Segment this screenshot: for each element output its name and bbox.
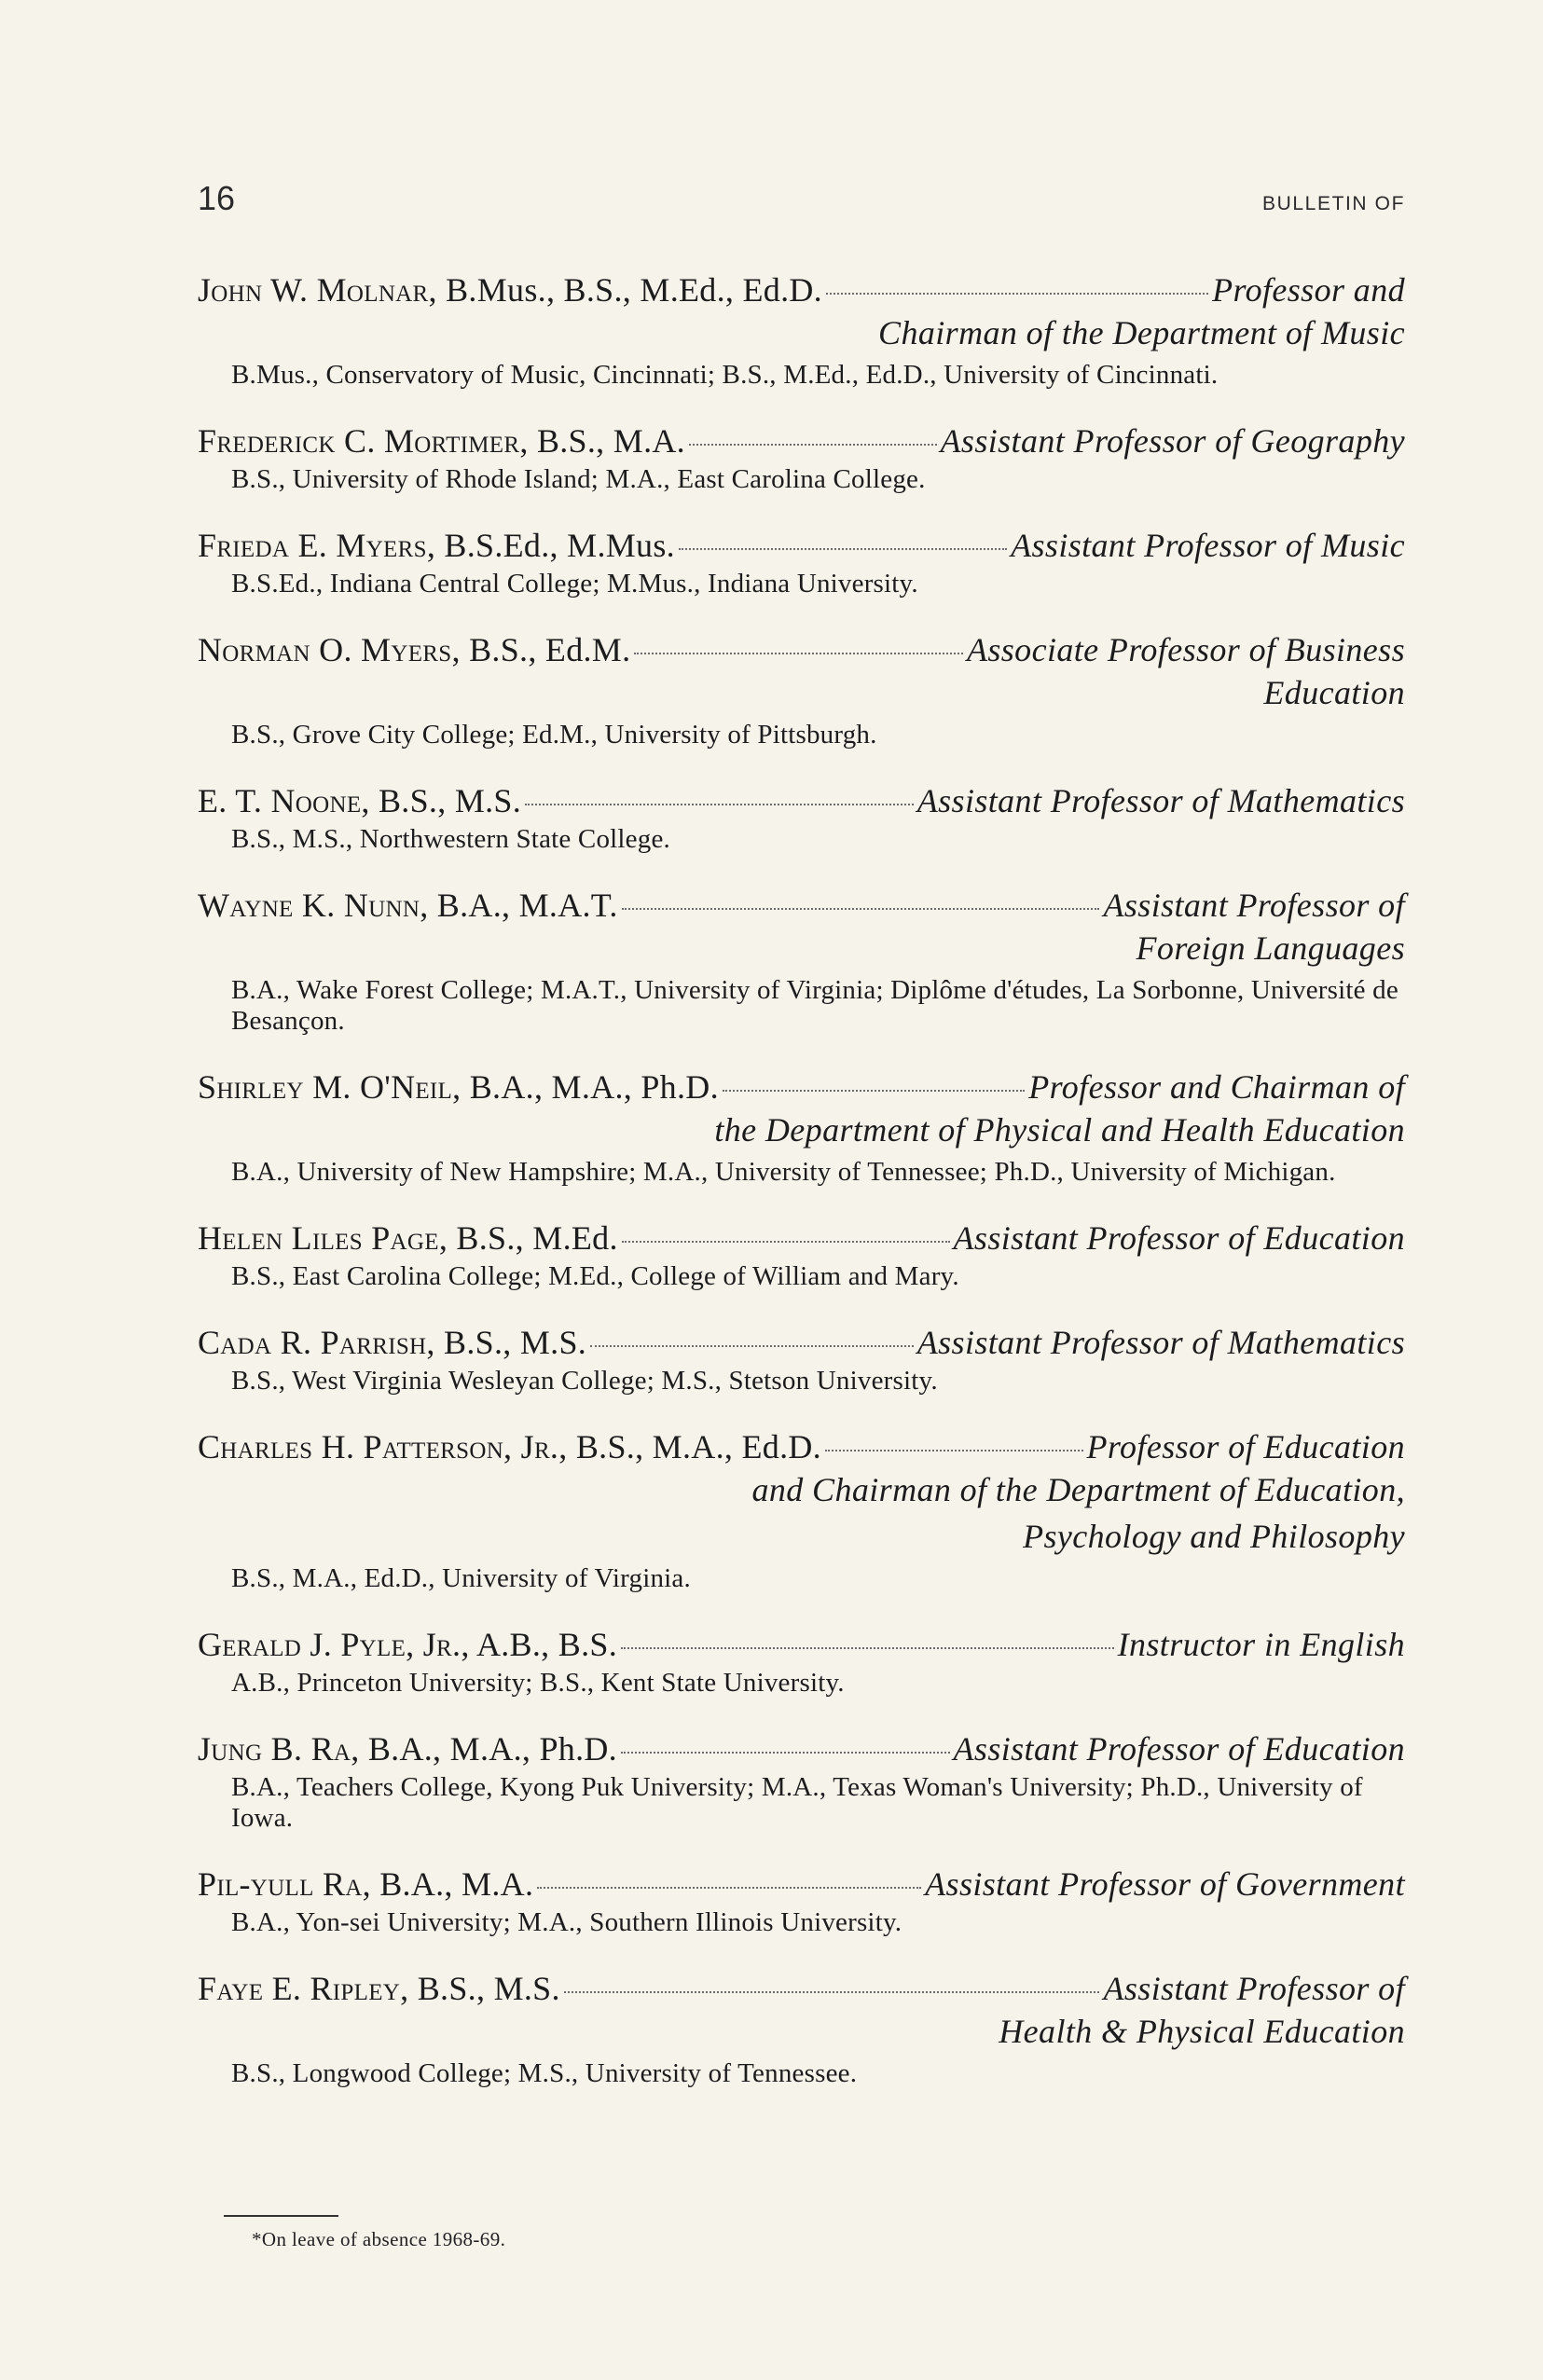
faculty-name-line <box>198 781 521 820</box>
faculty-name: Helen Liles Page <box>198 1219 439 1257</box>
faculty-title: Assistant Professor of <box>1103 887 1405 924</box>
faculty-title-continuation: the Department of Physical and Health Education <box>714 1111 1405 1149</box>
faculty-credentials: , B.A., M.A. <box>362 1865 534 1903</box>
running-head: BULLETIN OF <box>1262 193 1405 214</box>
faculty-entry <box>198 886 1405 1037</box>
dot-leader <box>826 293 1208 295</box>
dot-leader <box>622 908 1100 910</box>
faculty-entry <box>198 781 1405 855</box>
faculty-title-continuation: Health & Physical Education <box>999 2013 1405 2050</box>
faculty-title: Assistant Professor of Education <box>953 1730 1405 1768</box>
faculty-credentials: , B.S., M.A., Ed.D. <box>558 1428 821 1465</box>
dot-leader <box>723 1090 1025 1092</box>
faculty-credentials: , B.A., M.A., Ph.D. <box>452 1068 719 1106</box>
faculty-entry <box>198 1864 1405 1938</box>
faculty-name-line <box>198 630 630 669</box>
entry-heading-line <box>198 1218 1405 1258</box>
faculty-name: Gerald J. Pyle, Jr. <box>198 1626 462 1663</box>
faculty-title: Professor of Education <box>1086 1428 1405 1465</box>
faculty-entry <box>198 1625 1405 1699</box>
faculty-degrees: B.S., Longwood College; M.S., University of Tennessee. <box>231 2058 858 2088</box>
faculty-title: Assistant Professor of Government <box>925 1865 1405 1903</box>
faculty-name: John W. Molnar <box>198 271 429 309</box>
entry-heading-line <box>198 270 1405 310</box>
faculty-title: Assistant Professor of Music <box>1011 527 1405 564</box>
faculty-entry <box>198 630 1405 750</box>
faculty-credentials: , B.S., M.S. <box>426 1324 587 1361</box>
entry-heading-line <box>198 1969 1405 2008</box>
faculty-name-line <box>198 421 685 461</box>
faculty-degrees: B.S., M.S., Northwestern State College. <box>231 824 670 854</box>
faculty-title: Assistant Professor of <box>1103 1970 1405 2007</box>
faculty-degrees: B.A., Wake Forest College; M.A.T., University of Virginia; Diplôme d'études, La Sorbonne, Université de Besançon. <box>231 975 1398 1036</box>
entry-heading-line <box>198 1625 1405 1664</box>
dot-leader <box>622 1241 950 1243</box>
faculty-name-line <box>198 1864 533 1904</box>
faculty-name: Frieda E. Myers <box>198 527 427 564</box>
entry-heading-line <box>198 630 1405 669</box>
faculty-list <box>198 270 1405 2120</box>
faculty-name-line <box>198 1427 821 1466</box>
faculty-degrees: B.Mus., Conservatory of Music, Cincinnati; B.S., M.Ed., Ed.D., University of Cincinnati. <box>231 360 1219 390</box>
entry-heading-line <box>198 781 1405 820</box>
faculty-name-line <box>198 1729 617 1768</box>
faculty-name-line <box>198 526 675 565</box>
faculty-degrees: B.A., Teachers College, Kyong Puk University; M.A., Texas Woman's University; Ph.D., University of Iowa. <box>231 1772 1363 1833</box>
entry-heading-line <box>198 886 1405 925</box>
faculty-name: Charles H. Patterson, Jr. <box>198 1428 559 1465</box>
faculty-degrees: B.S., West Virginia Wesleyan College; M.S., Stetson University. <box>231 1366 938 1396</box>
faculty-title: Assistant Professor of Education <box>953 1219 1405 1257</box>
faculty-credentials: , B.S., M.A. <box>519 422 685 460</box>
faculty-name: E. T. Noone <box>198 782 362 819</box>
faculty-title: Instructor in English <box>1117 1626 1405 1663</box>
dot-leader <box>634 653 963 654</box>
faculty-name: Cada R. Parrish <box>198 1324 427 1361</box>
faculty-name-line <box>198 1218 618 1258</box>
faculty-name: Wayne K. Nunn <box>198 887 420 924</box>
faculty-title-continuation: Education <box>1263 674 1405 711</box>
faculty-title: Assistant Professor of Geography <box>940 422 1405 460</box>
faculty-name-line <box>198 1067 719 1107</box>
dot-leader <box>689 444 937 446</box>
dot-leader <box>621 1752 950 1754</box>
faculty-title: Associate Professor of Business <box>966 631 1405 668</box>
faculty-credentials: , B.S., M.S. <box>400 1970 560 2007</box>
faculty-name: Norman O. Myers <box>198 631 452 668</box>
faculty-entry <box>198 1427 1405 1594</box>
faculty-name-line <box>198 270 822 310</box>
faculty-degrees: B.S., East Carolina College; M.Ed., College of William and Mary. <box>231 1261 959 1291</box>
faculty-title-continuation: Psychology and Philosophy <box>1023 1518 1405 1555</box>
entry-heading-line <box>198 526 1405 565</box>
page-number: 16 <box>198 179 236 217</box>
faculty-degrees: B.S., Grove City College; Ed.M., University of Pittsburgh. <box>231 720 877 750</box>
footnote: *On leave of absence 1968-69. <box>252 2228 506 2250</box>
dot-leader <box>537 1887 921 1889</box>
faculty-credentials: , B.A., M.A., Ph.D. <box>351 1730 617 1768</box>
faculty-entry <box>198 1729 1405 1834</box>
dot-leader <box>525 804 914 805</box>
faculty-entry <box>198 270 1405 391</box>
entry-heading-line <box>198 1729 1405 1768</box>
faculty-title: Assistant Professor of Mathematics <box>916 1324 1405 1361</box>
entry-heading-line <box>198 421 1405 461</box>
faculty-degrees: A.B., Princeton University; B.S., Kent State University. <box>231 1668 845 1698</box>
faculty-title-continuation: Chairman of the Department of Music <box>878 314 1405 351</box>
faculty-degrees: B.S., M.A., Ed.D., University of Virginia. <box>231 1563 691 1593</box>
faculty-credentials: , B.S., M.S. <box>361 782 522 819</box>
faculty-name: Faye E. Ripley <box>198 1970 401 2007</box>
entry-heading-line <box>198 1864 1405 1904</box>
faculty-name: Jung B. Ra <box>198 1730 351 1768</box>
faculty-title-continuation: and Chairman of the Department of Education, <box>751 1471 1405 1508</box>
dot-leader <box>590 1345 914 1347</box>
faculty-title-continuation: Foreign Languages <box>1136 929 1405 967</box>
faculty-name: Pil-yull Ra <box>198 1865 363 1903</box>
faculty-name-line <box>198 1625 617 1664</box>
entry-heading-line <box>198 1323 1405 1362</box>
faculty-degrees: B.A., Yon-sei University; M.A., Southern Illinois University. <box>231 1907 902 1937</box>
faculty-name-line <box>198 886 618 925</box>
faculty-entry <box>198 1969 1405 2089</box>
dot-leader <box>825 1450 1083 1451</box>
faculty-entry <box>198 526 1405 599</box>
faculty-credentials: , B.S., Ed.M. <box>451 631 631 668</box>
faculty-title: Professor and Chairman of <box>1028 1068 1405 1106</box>
footnote-rule <box>224 2215 338 2217</box>
faculty-title: Professor and <box>1212 271 1405 309</box>
faculty-credentials: , B.S.Ed., M.Mus. <box>426 527 675 564</box>
faculty-entry <box>198 1323 1405 1396</box>
faculty-entry <box>198 421 1405 495</box>
entry-heading-line <box>198 1427 1405 1466</box>
faculty-title: Assistant Professor of Mathematics <box>916 782 1405 819</box>
faculty-entry <box>198 1067 1405 1188</box>
faculty-credentials: , B.S., M.Ed. <box>438 1219 618 1257</box>
faculty-name: Shirley M. O'Neil <box>198 1068 453 1106</box>
faculty-degrees: B.A., University of New Hampshire; M.A., University of Tennessee; Ph.D., University of Michigan. <box>231 1157 1336 1187</box>
faculty-name-line <box>198 1323 586 1362</box>
faculty-name-line <box>198 1969 560 2008</box>
faculty-credentials: , B.Mus., B.S., M.Ed., Ed.D. <box>428 271 822 309</box>
dot-leader <box>621 1647 1114 1649</box>
entry-heading-line <box>198 1067 1405 1107</box>
faculty-credentials: , B.A., M.A.T. <box>420 887 618 924</box>
faculty-entry <box>198 1218 1405 1292</box>
dot-leader <box>564 1991 1100 1993</box>
faculty-name: Frederick C. Mortimer <box>198 422 520 460</box>
faculty-credentials: , A.B., B.S. <box>461 1626 618 1663</box>
faculty-degrees: B.S., University of Rhode Island; M.A., East Carolina College. <box>231 464 926 494</box>
dot-leader <box>679 548 1007 550</box>
faculty-degrees: B.S.Ed., Indiana Central College; M.Mus., Indiana University. <box>231 569 918 598</box>
